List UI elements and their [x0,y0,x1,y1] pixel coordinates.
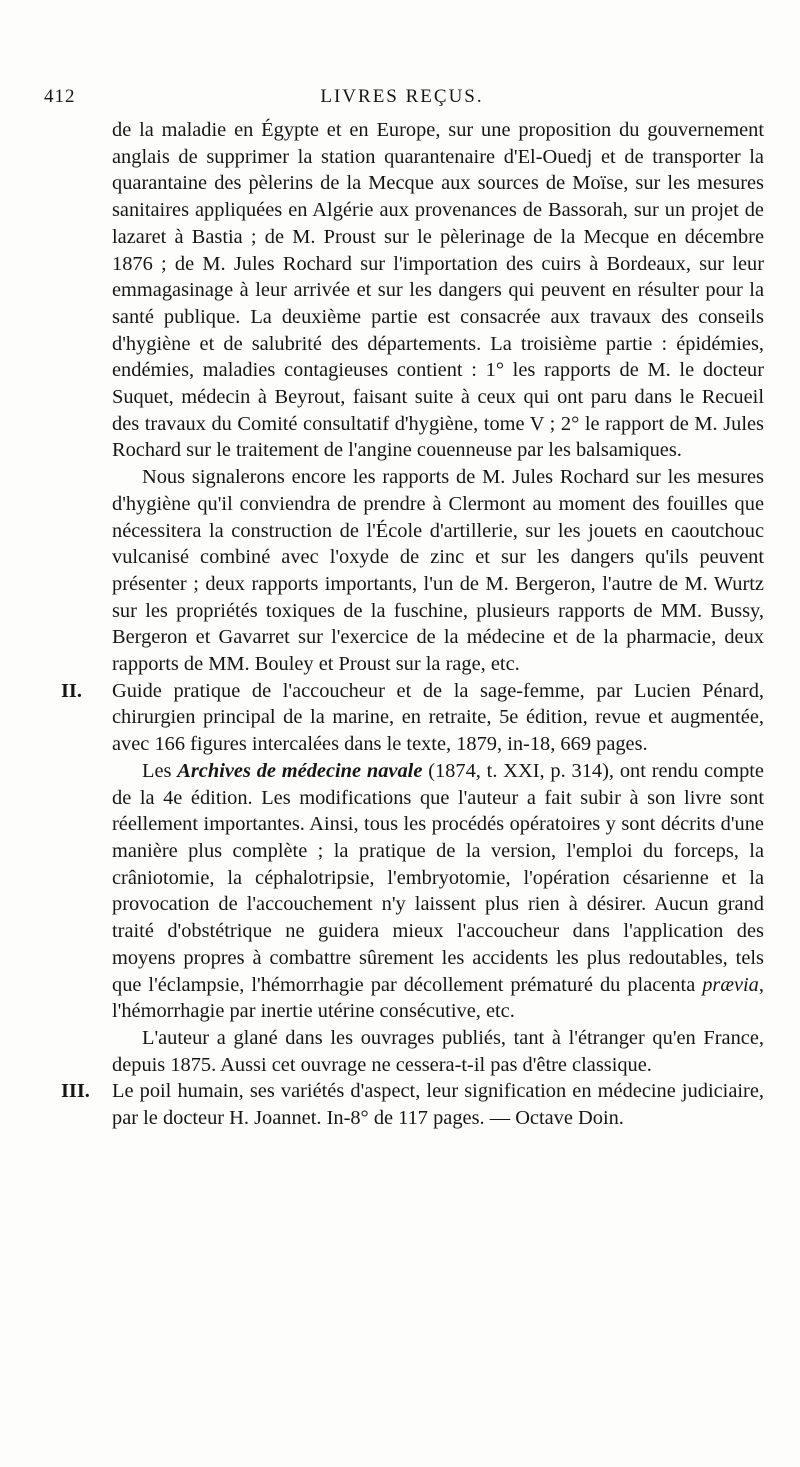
paragraph-reports: Nous signalerons encore les rapports de M. Jules Rochard sur les mesures d'hygiène qu'il conviendra de prendre à Clermont au moment des fouilles que nécessitera la construction de l'École d'artillerie, sur les jouets en caoutchouc vulcanisé combiné avec l'oxyde de zinc et sur les dangers qu'ils peuvent présenter ; deux rapports importants, l'un de M. Bergeron, l'autre de M. Wurtz sur les propriétés toxiques de la fuschine, plusieurs rapports de MM. Bussy, Bergeron et Gavarret sur l'exercice de la médecine et de la pharmacie, deux rapports de MM. Bouley et Proust sur la rage, etc. [112,466,764,676]
latin-term: prævia [702,973,759,996]
review-text-start: Les [142,759,178,782]
page-header [44,86,760,116]
review-text-end: , l'hémorrhagie par inertie utérine consécutive, etc. [112,973,764,1023]
paragraph-conclusion: L'auteur a glané dans les ouvrages publiés, tant à l'étranger qu'en France, depuis 1875. Aussi cet ouvrage ne cessera-t-il pas d'être classique. [112,1026,764,1076]
running-title: LIVRES REÇUS. [320,86,484,107]
page-number: 412 [44,86,76,107]
page-body [61,117,764,1132]
paragraph-continuation: de la maladie en Égypte et en Europe, sur une proposition du gouvernement anglais de supprimer la station quarantenaire d'El-Ouedj et de transporter la quarantaine des pèlerins de la Mecque aux sources de Moïse, sur les mesures sanitaires appliquées en Algérie aux provenances de Bassorah, sur un projet de lazaret à Bastia ; de M. Proust sur le pèlerinage de la Mecque en décembre 1876 ; de M. Jules Rochard sur l'importation des cuirs à Bordeaux, sur leur emmagasinage à leur arrivée et sur les dangers qui peuvent en résulter pour la santé publique. La deuxième partie est consacrée aux travaux des conseils d'hygiène et de salubrité des départements. La troisième partie : épidémies, endémies, maladies contagieuses contient : 1° les rapports de M. le docteur Suquet, médecin à Beyrout, faisant suite à ceux qui ont paru dans le Recueil des travaux du Comité consultatif d'hygiène, tome V ; 2° le rapport de M. Jules Rochard sur le traitement de l'angine couenneuse par les balsamiques. [112,119,764,462]
entry-text: Guide pratique de l'accoucheur et de la sage-femme, par Lucien Pénard, chirurgien principal de la marine, en retraite, 5e édition, revue et augmentée, avec 166 figures intercalées dans le texte, 1879, in-18, 669 pages. [112,679,764,756]
journal-title: Archives de médecine navale [177,759,423,782]
book-entry-ii [61,678,764,758]
paragraph-review [112,758,764,1025]
entry-number: III. [61,1080,90,1103]
book-entry-iii [61,1078,764,1131]
entry-number: II. [61,679,82,702]
review-text-middle: (1874, t. XXI, p. 314), ont rendu compte de la 4e édition. Les modifications que l'auteur a fait subir à son livre sont réellement importantes. Ainsi, tous les procédés opératoires y sont décrits d'une manière plus complète ; la pratique de la version, l'emploi du forceps, la crâniotomie, la céphalotripsie, l'embryotomie, l'opération césarienne et la provocation de l'accouchement n'y laissent plus rien à désirer. Aucun grand traité d'obstétrique ne guidera mieux l'accoucheur dans l'application des moyens propres à combattre sûrement les accidents les plus redoutables, tels que l'éclampsie, l'hémorrhagie par décollement prématuré du placenta [112,759,764,996]
entry-text: Le poil humain, ses variétés d'aspect, leur signification en médecine judiciaire, par le docteur H. Joannet. In-8° de 117 pages. — Octave Doin. [112,1080,764,1130]
